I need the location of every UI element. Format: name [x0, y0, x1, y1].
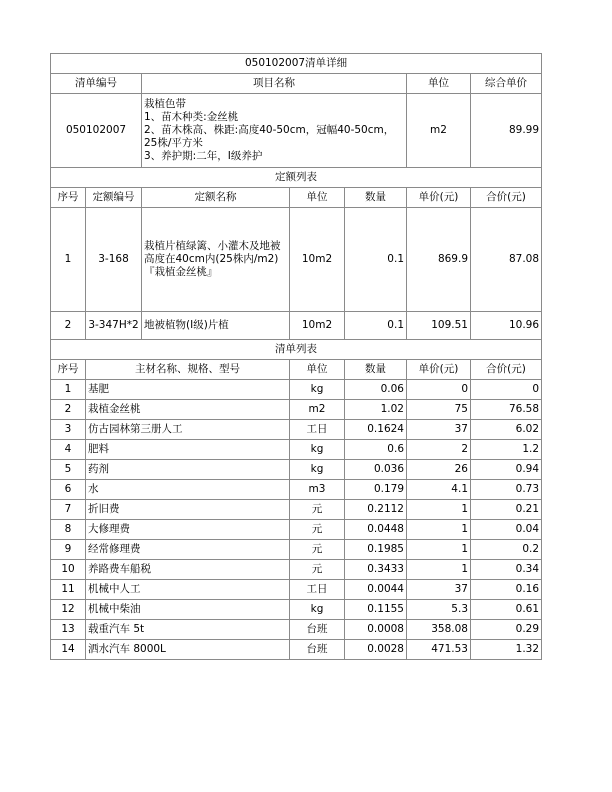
quota-section-row — [51, 168, 542, 188]
quota-no: 2 — [51, 312, 86, 340]
material-price: 471.53 — [407, 640, 471, 660]
material-total: 0.21 — [471, 500, 542, 520]
material-total: 0.2 — [471, 540, 542, 560]
material-name: 水 — [86, 480, 290, 500]
material-no: 9 — [51, 540, 86, 560]
material-unit: 工日 — [290, 580, 345, 600]
quota-header-row — [51, 188, 542, 208]
material-price: 0 — [407, 380, 471, 400]
material-total: 0.94 — [471, 460, 542, 480]
bill-name-line: 栽植色带 — [144, 98, 186, 110]
quota-price: 109.51 — [407, 312, 471, 340]
material-name: 载重汽车 5t — [86, 620, 290, 640]
material-name: 经常修理费 — [86, 540, 290, 560]
material-price: 75 — [407, 400, 471, 420]
material-name: 养路费车船税 — [86, 560, 290, 580]
material-name: 基肥 — [86, 380, 290, 400]
bill-name — [142, 94, 407, 168]
material-price: 358.08 — [407, 620, 471, 640]
material-price: 1 — [407, 540, 471, 560]
material-name: 栽植金丝桃 — [86, 400, 290, 420]
material-header-row — [51, 360, 542, 380]
material-unit: 元 — [290, 540, 345, 560]
material-price: 5.3 — [407, 600, 471, 620]
material-header-cell: 数量 — [345, 360, 407, 380]
material-name: 机械中柴油 — [86, 600, 290, 620]
material-section-row — [51, 340, 542, 360]
material-total: 0.61 — [471, 600, 542, 620]
material-qty: 0.6 — [345, 440, 407, 460]
material-row — [51, 380, 542, 400]
material-unit: kg — [290, 460, 345, 480]
bill-price: 89.99 — [471, 94, 542, 168]
material-qty: 0.0448 — [345, 520, 407, 540]
material-qty: 0.1624 — [345, 420, 407, 440]
material-total: 0.04 — [471, 520, 542, 540]
quota-unit: 10m2 — [290, 208, 345, 312]
material-qty: 0.06 — [345, 380, 407, 400]
material-total: 1.2 — [471, 440, 542, 460]
material-qty: 0.1985 — [345, 540, 407, 560]
material-no: 5 — [51, 460, 86, 480]
material-row — [51, 640, 542, 660]
material-no: 6 — [51, 480, 86, 500]
material-no: 3 — [51, 420, 86, 440]
quota-header-cell: 定额编号 — [86, 188, 142, 208]
header-unit-price: 综合单价 — [471, 74, 542, 94]
material-header-cell: 单价(元) — [407, 360, 471, 380]
material-price: 4.1 — [407, 480, 471, 500]
material-unit: 元 — [290, 500, 345, 520]
material-total: 0.73 — [471, 480, 542, 500]
material-qty: 0.1155 — [345, 600, 407, 620]
material-total: 0.16 — [471, 580, 542, 600]
material-price: 1 — [407, 560, 471, 580]
material-unit: m3 — [290, 480, 345, 500]
quota-row — [51, 208, 542, 312]
material-unit: 元 — [290, 520, 345, 540]
material-no: 14 — [51, 640, 86, 660]
quota-header-cell: 数量 — [345, 188, 407, 208]
bill-detail-table — [50, 53, 542, 660]
title-row — [51, 54, 542, 74]
material-unit: 台班 — [290, 620, 345, 640]
material-unit: m2 — [290, 400, 345, 420]
material-row — [51, 440, 542, 460]
material-price: 26 — [407, 460, 471, 480]
material-price: 37 — [407, 580, 471, 600]
material-total: 1.32 — [471, 640, 542, 660]
quota-header-cell: 定额名称 — [142, 188, 290, 208]
material-name: 仿古园林第三册人工 — [86, 420, 290, 440]
material-qty: 1.02 — [345, 400, 407, 420]
material-qty: 0.179 — [345, 480, 407, 500]
material-no: 1 — [51, 380, 86, 400]
material-no: 11 — [51, 580, 86, 600]
material-row — [51, 520, 542, 540]
material-row — [51, 480, 542, 500]
material-price: 1 — [407, 500, 471, 520]
material-name: 机械中人工 — [86, 580, 290, 600]
quota-unit: 10m2 — [290, 312, 345, 340]
material-price: 2 — [407, 440, 471, 460]
quota-qty: 0.1 — [345, 312, 407, 340]
material-price: 37 — [407, 420, 471, 440]
bill-row — [51, 94, 542, 168]
material-unit: kg — [290, 380, 345, 400]
material-name: 大修理费 — [86, 520, 290, 540]
quota-name: 栽植片植绿篱、小灌木及地被高度在40cm内(25株内/m2)『栽植金丝桃』 — [142, 208, 290, 312]
quota-qty: 0.1 — [345, 208, 407, 312]
header-unit: 单位 — [407, 74, 471, 94]
material-row — [51, 540, 542, 560]
material-header-cell: 序号 — [51, 360, 86, 380]
bill-name-line: 2、苗木株高、株距:高度40-50cm，冠幅40-50cm，25株/平方米 — [144, 124, 395, 149]
quota-code: 3-347H*2 — [86, 312, 142, 340]
bill-unit: m2 — [407, 94, 471, 168]
material-price: 1 — [407, 520, 471, 540]
material-name: 药剂 — [86, 460, 290, 480]
material-unit: 工日 — [290, 420, 345, 440]
material-no: 10 — [51, 560, 86, 580]
material-section-title: 清单列表 — [51, 340, 542, 360]
quota-total: 10.96 — [471, 312, 542, 340]
material-qty: 0.2112 — [345, 500, 407, 520]
material-qty: 0.036 — [345, 460, 407, 480]
material-name: 肥料 — [86, 440, 290, 460]
material-row — [51, 500, 542, 520]
material-row — [51, 460, 542, 480]
material-row — [51, 560, 542, 580]
page-title: 050102007清单详细 — [51, 54, 542, 74]
material-row — [51, 420, 542, 440]
material-total: 6.02 — [471, 420, 542, 440]
material-row — [51, 580, 542, 600]
material-no: 12 — [51, 600, 86, 620]
material-row — [51, 400, 542, 420]
quota-total: 87.08 — [471, 208, 542, 312]
material-total: 76.58 — [471, 400, 542, 420]
material-total: 0 — [471, 380, 542, 400]
bill-name-line: 3、养护期:二年，Ⅰ级养护 — [144, 150, 263, 162]
quota-section-title: 定额列表 — [51, 168, 542, 188]
material-no: 7 — [51, 500, 86, 520]
quota-header-cell: 序号 — [51, 188, 86, 208]
material-header-cell: 主材名称、规格、型号 — [86, 360, 290, 380]
material-list — [51, 380, 542, 660]
quota-row — [51, 312, 542, 340]
material-no: 8 — [51, 520, 86, 540]
material-unit: 台班 — [290, 640, 345, 660]
material-row — [51, 600, 542, 620]
header-bill-code: 清单编号 — [51, 74, 142, 94]
material-header-cell: 单位 — [290, 360, 345, 380]
bill-name-line: 1、苗木种类:金丝桃 — [144, 111, 239, 123]
quota-no: 1 — [51, 208, 86, 312]
quota-price: 869.9 — [407, 208, 471, 312]
bill-code: 050102007 — [51, 94, 142, 168]
material-unit: kg — [290, 440, 345, 460]
material-no: 2 — [51, 400, 86, 420]
material-name: 折旧费 — [86, 500, 290, 520]
material-qty: 0.3433 — [345, 560, 407, 580]
quota-name: 地被植物(Ⅰ级)片植 — [142, 312, 290, 340]
quota-header-cell: 合价(元) — [471, 188, 542, 208]
material-row — [51, 620, 542, 640]
quota-header-cell: 单位 — [290, 188, 345, 208]
material-total: 0.29 — [471, 620, 542, 640]
material-qty: 0.0028 — [345, 640, 407, 660]
material-no: 13 — [51, 620, 86, 640]
material-unit: 元 — [290, 560, 345, 580]
material-name: 洒水汽车 8000L — [86, 640, 290, 660]
material-total: 0.34 — [471, 560, 542, 580]
material-no: 4 — [51, 440, 86, 460]
material-header-cell: 合价(元) — [471, 360, 542, 380]
material-qty: 0.0008 — [345, 620, 407, 640]
header-item-name: 项目名称 — [142, 74, 407, 94]
bill-header-row — [51, 74, 542, 94]
quota-code: 3-168 — [86, 208, 142, 312]
material-qty: 0.0044 — [345, 580, 407, 600]
material-unit: kg — [290, 600, 345, 620]
quota-header-cell: 单价(元) — [407, 188, 471, 208]
